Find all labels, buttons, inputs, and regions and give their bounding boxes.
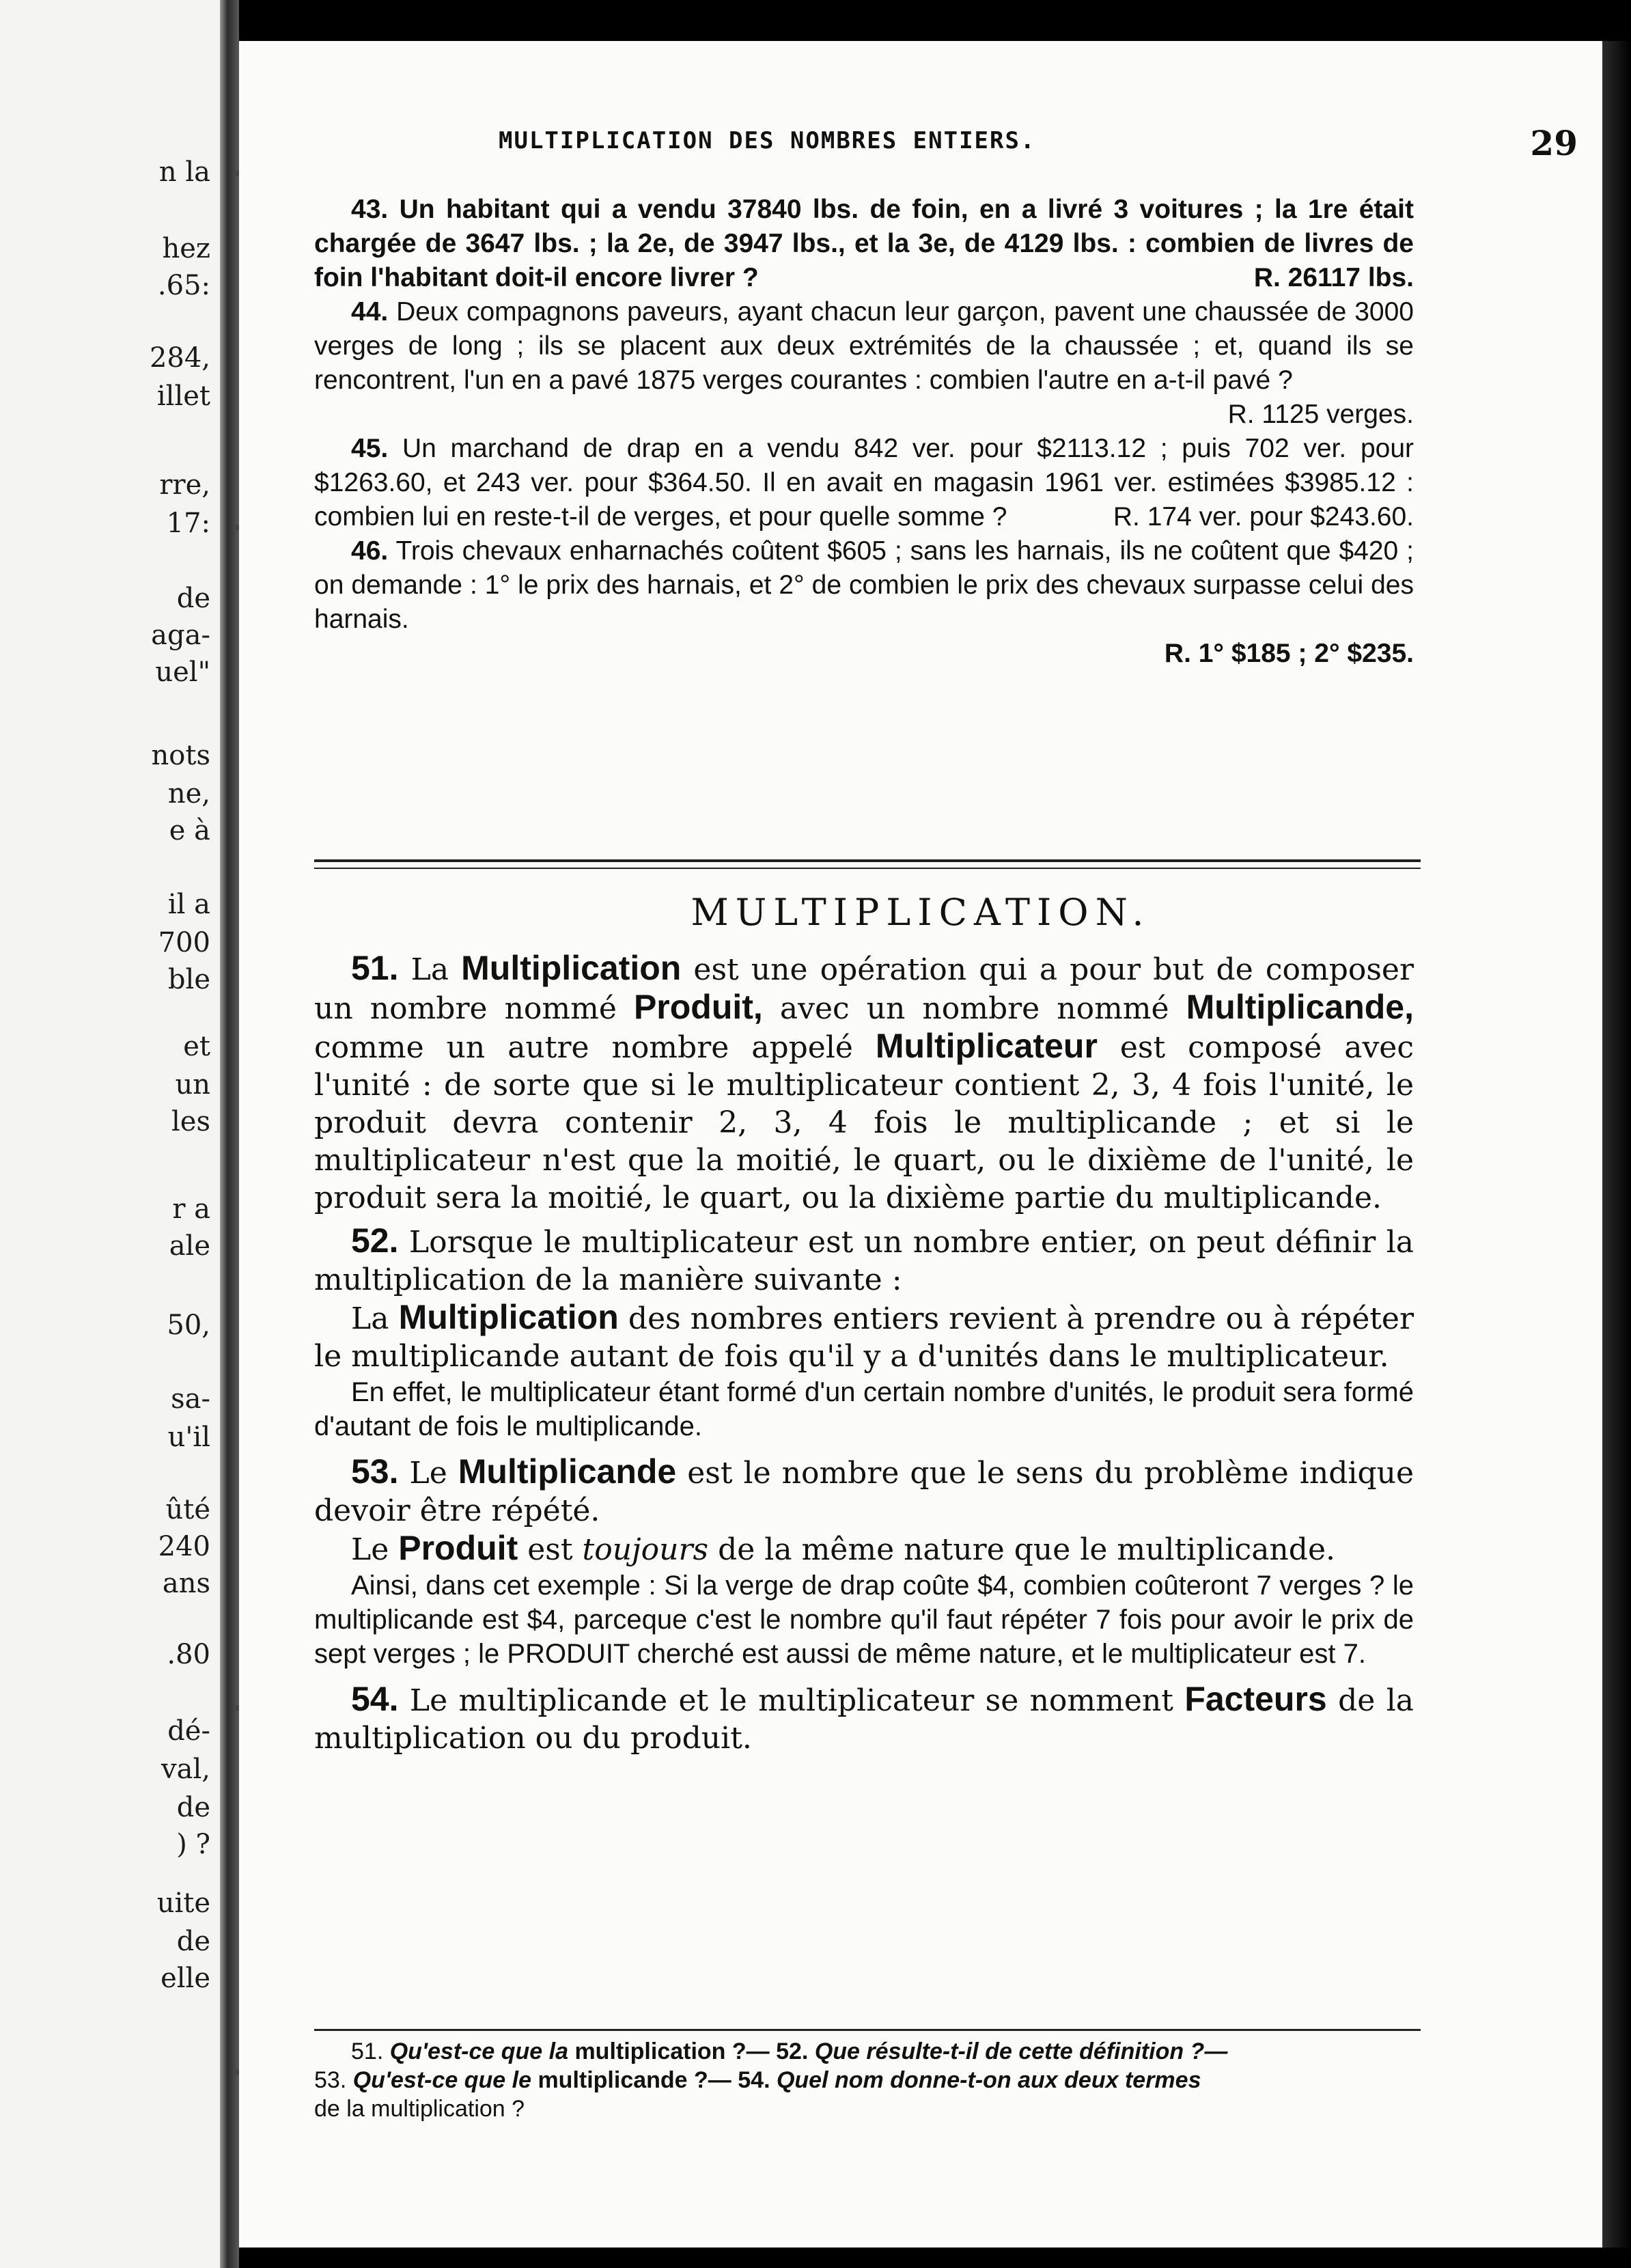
text-run: Le — [351, 1532, 399, 1567]
problem-text: Deux compagnons paveurs, ayant chacun leur garçon, pavent une chaussée de 3000 verges de long ; ils se placent aux deux extrémités de la chaussée ; et, quand ils se rencontrent, l'un en a pavé 1875 verges courantes : combien l'autre en a-t-il pavé ? — [314, 297, 1414, 395]
margin-fragment: illet — [156, 381, 210, 412]
question-number: 51. — [351, 2038, 384, 2064]
problem-number: 46. — [351, 536, 389, 566]
text-run: est le nombre que le sens du problème indique devoir être répété. — [314, 1456, 1414, 1528]
key-term: Multiplicande — [458, 1452, 677, 1491]
question-line — [314, 2066, 1414, 2094]
problem-number: 44. — [351, 297, 389, 327]
paragraph-number: 52. — [351, 1221, 399, 1260]
margin-fragment: 50, — [167, 1310, 210, 1341]
paragraph-52-explanation: En effet, le multiplicateur étant formé d'un certain nombre d'unités, le produit sera formé d'autant de fois le multiplicande. — [314, 1377, 1414, 1441]
key-term: Produit — [398, 1529, 518, 1567]
paragraph-53 — [314, 1453, 1414, 1530]
question-text: Quel nom donne-t-on aux deux termes — [770, 2067, 1201, 2093]
section-divider — [314, 859, 1421, 862]
question-text: multiplication ?— — [568, 2038, 777, 2064]
margin-fragment: u'il — [167, 1422, 210, 1453]
margin-fragment: ne, — [167, 778, 210, 810]
paragraph-53-product — [314, 1530, 1414, 1568]
key-term: Multiplication — [398, 1298, 619, 1336]
problem-44 — [314, 295, 1414, 398]
paragraph-53-example: Ainsi, dans cet exemple : Si la verge de drap coûte $4, combien coûteront 7 verges ? le multiplicande est $4, parceque c'est le nombre qu'il faut répéter 7 fois pour avoir le prix de sept verges ; le PRODUIT cherché est aussi de même nature, et le multiplicateur est 7. — [314, 1571, 1414, 1669]
key-term: Multiplication — [461, 949, 682, 987]
text-run: est une opération qui a pour but de composer un nombre nommé — [314, 952, 1414, 1026]
margin-fragment: n la — [158, 156, 210, 188]
question-number: 53. — [314, 2067, 347, 2093]
problems-section — [314, 193, 1414, 671]
paragraph-number: 51. — [351, 949, 399, 987]
problem-46 — [314, 534, 1414, 637]
text-run: de la multiplication ou du produit. — [314, 1683, 1414, 1756]
text-run: toujours — [582, 1532, 709, 1567]
problem-answer: R. 1125 verges. — [1227, 400, 1414, 429]
margin-fragment: dé- — [167, 1715, 210, 1747]
text-run: La — [410, 952, 462, 987]
margin-fragment: ûté — [165, 1494, 210, 1525]
margin-fragment: .80 — [167, 1639, 210, 1670]
margin-fragment: elle — [161, 1963, 210, 1994]
margin-fragment: 17: — [166, 508, 210, 539]
text-run: est composé avec l'unité : de sorte que si le multiplicateur contient 2, 3, 4 fois l'unité, le produit devra contenir 2, 3, 4 fois le multiplicande ; et si le multiplicateur n'est que la moitié, le quart, ou le dixième de l'unité, le produit sera la moitié, le quart, ou la dixième partie du multiplicande. — [314, 1030, 1414, 1215]
margin-fragment: ) ? — [176, 1829, 210, 1860]
problem-answer: R. 26117 lbs. — [1253, 263, 1414, 292]
question-text: Qu'est-ce que le — [352, 2067, 531, 2093]
problem-text: Trois chevaux enharnachés coûtent $605 ; sans les harnais, ils ne coûtent que $420 ; on demande : 1° le prix des harnais, et 2° de combien le prix des chevaux surpasse celui des harnais. — [314, 536, 1414, 634]
margin-fragment: ble — [167, 964, 210, 995]
margin-fragment: rre, — [159, 469, 210, 501]
book-gutter — [220, 0, 239, 2268]
question-text: Qu'est-ce que la — [389, 2038, 568, 2064]
running-header — [294, 123, 1578, 178]
page-edge — [1602, 41, 1631, 2248]
margin-fragment: hez — [162, 233, 210, 264]
paragraph-54 — [314, 1681, 1414, 1757]
problem-number: 43. — [351, 195, 389, 224]
margin-fragment: val, — [161, 1754, 210, 1785]
margin-fragment: .65: — [157, 270, 210, 301]
review-questions — [314, 2037, 1414, 2123]
main-text — [314, 950, 1414, 1757]
question-number: 54. — [738, 2067, 770, 2093]
margin-fragment: sa- — [171, 1383, 210, 1415]
margin-fragment: les — [171, 1106, 210, 1137]
margin-fragment: uite — [156, 1887, 210, 1919]
margin-fragment: de — [176, 1792, 210, 1823]
margin-fragment: ans — [162, 1568, 210, 1599]
margin-fragment: 700 — [158, 927, 210, 958]
footnote-divider — [314, 2029, 1421, 2031]
paragraph-number: 53. — [351, 1452, 399, 1491]
margin-fragment: et — [183, 1031, 210, 1062]
paragraph-51 — [314, 950, 1414, 1217]
problem-answer: R. 1° $185 ; 2° $235. — [1164, 639, 1414, 668]
question-number: 52. — [776, 2038, 809, 2064]
text-run: Lorsque le multiplicateur est un nombre entier, on peut définir la multiplication de la manière suivante : — [314, 1225, 1414, 1297]
margin-fragment: ale — [169, 1230, 210, 1262]
question-text: multiplicande ?— — [531, 2067, 738, 2093]
paragraph-52-definition — [314, 1299, 1414, 1375]
key-term: Facteurs — [1184, 1680, 1327, 1718]
problem-text: Un marchand de drap en a vendu 842 ver. pour $2113.12 ; puis 702 ver. pour $1263.60, et 243 ver. pour $364.50. Il en avait en magasin 1961 ver. estimées $3985.12 : combien lui en reste-t-il de verges, et pour quelle somme ? — [314, 434, 1414, 531]
section-title: MULTIPLICATION. — [691, 891, 1151, 934]
margin-fragment: de — [176, 583, 210, 614]
key-term: Multiplicande, — [1186, 988, 1414, 1026]
text-run: avec un nombre nommé — [762, 991, 1186, 1026]
text-run: La — [351, 1301, 399, 1336]
margin-fragment: r a — [172, 1193, 210, 1225]
key-term: Produit, — [633, 988, 763, 1026]
margin-fragment: uel" — [155, 656, 210, 688]
page-number: 29 — [1530, 123, 1578, 163]
problem-text: Un habitant qui a vendu 37840 lbs. de foin, en a livré 3 voitures ; la 1re était chargée de 3647 lbs. ; la 2e, de 3947 lbs., et la 3e, de 4129 lbs. : combien de livres de foin l'habitant doit-il encore livrer ? — [314, 195, 1414, 292]
left-page-fragment — [0, 0, 220, 2268]
margin-fragment: il a — [167, 889, 210, 920]
question-line: de la multiplication ? — [314, 2096, 525, 2122]
margin-fragment: nots — [151, 740, 210, 771]
margin-fragment: de — [176, 1926, 210, 1957]
key-term: Multiplicateur — [875, 1027, 1098, 1065]
text-run: de la même nature que le multiplicande. — [708, 1532, 1335, 1567]
text-run: est — [518, 1532, 583, 1567]
text-run: des nombres entiers revient à prendre ou à répéter le multiplicande autant de fois qu'il y a d'unités dans le multiplicateur. — [314, 1301, 1414, 1374]
problem-answer: R. 174 ver. pour $243.60. — [1113, 502, 1414, 531]
paragraph-52 — [314, 1222, 1414, 1299]
problem-number: 45. — [351, 434, 389, 463]
paragraph-number: 54. — [351, 1680, 399, 1718]
margin-fragment: 240 — [158, 1531, 210, 1562]
margin-fragment: e à — [169, 815, 210, 846]
text-run: Le multiplicande et le multiplicateur se nomment — [398, 1683, 1185, 1718]
margin-fragment: aga- — [151, 620, 210, 651]
question-text: Que résulte-t-il de cette définition ?— — [808, 2038, 1228, 2064]
question-line — [314, 2037, 1414, 2066]
book-page — [239, 41, 1602, 2248]
running-title: MULTIPLICATION DES NOMBRES ENTIERS. — [499, 127, 1036, 154]
margin-fragment: 284, — [149, 342, 210, 374]
margin-fragment: un — [175, 1069, 210, 1101]
text-run: comme un autre nombre appelé — [314, 1030, 876, 1065]
section-divider — [314, 868, 1421, 869]
text-run: Le — [398, 1456, 458, 1491]
